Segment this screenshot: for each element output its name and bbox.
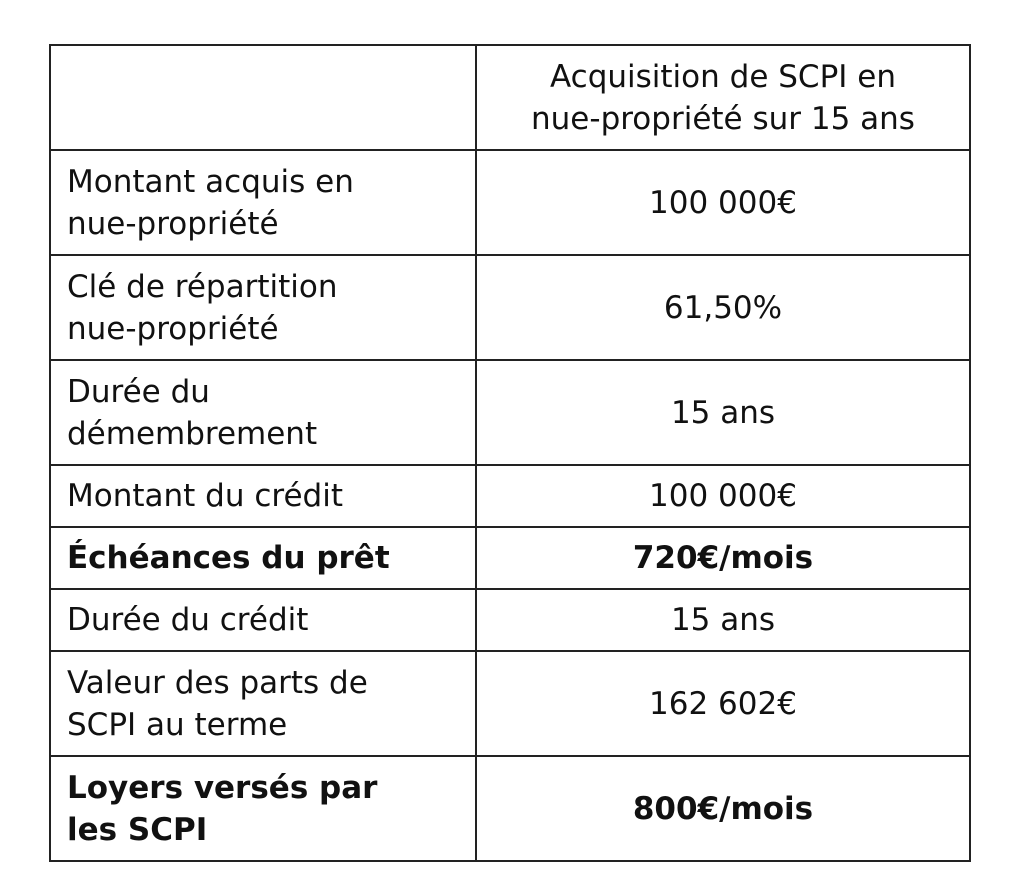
row-label: Durée du démembrement: [50, 360, 476, 465]
header-row: [50, 45, 970, 150]
scpi-comparison-table: [49, 44, 971, 862]
header-value-cell: Acquisition de SCPI en nue-propriété sur 15 ans: [476, 45, 970, 150]
row-value: 162 602€: [476, 651, 970, 756]
row-label: Montant acquis en nue-propriété: [50, 150, 476, 255]
row-label: Montant du crédit: [50, 465, 476, 527]
table-row: [50, 651, 970, 756]
row-value: 100 000€: [476, 150, 970, 255]
header-label-cell: [50, 45, 476, 150]
row-value: 61,50%: [476, 255, 970, 360]
row-label: Clé de répartition nue-propriété: [50, 255, 476, 360]
table-row: [50, 589, 970, 651]
table-row: [50, 756, 970, 861]
row-label: Durée du crédit: [50, 589, 476, 651]
table-row: [50, 465, 970, 527]
row-label: Loyers versés par les SCPI: [50, 756, 476, 861]
row-value: 800€/mois: [476, 756, 970, 861]
table-row: [50, 255, 970, 360]
table-row: [50, 360, 970, 465]
row-value: 15 ans: [476, 360, 970, 465]
row-label: Échéances du prêt: [50, 527, 476, 589]
row-value: 720€/mois: [476, 527, 970, 589]
row-value: 100 000€: [476, 465, 970, 527]
table-row: [50, 527, 970, 589]
row-value: 15 ans: [476, 589, 970, 651]
row-label: Valeur des parts de SCPI au terme: [50, 651, 476, 756]
table-row: [50, 150, 970, 255]
